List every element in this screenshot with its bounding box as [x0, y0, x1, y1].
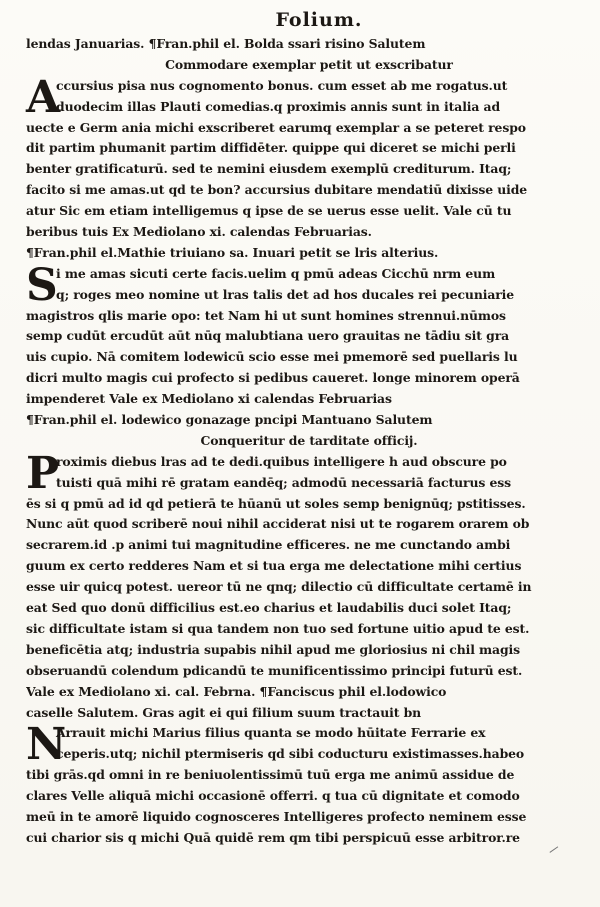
text-line: impenderet Vale ex Mediolano xi calendas Februarias — [26, 391, 392, 407]
heading-line: ¶Fran.phil el.Mathie triuiano sa. Inuari petit se lris alterius. — [26, 244, 439, 260]
heading-line: lendas Januarias. ¶Fran.phil el. Bolda ssari risino Salutem — [26, 36, 426, 51]
text-line: facito si me amas.ut qd te bon? accursius dubitare mendatiū dixisse uide — [26, 182, 528, 198]
text-line: uecte e Germ ania michi exscriberet earumq exemplar a se peteret respo — [26, 119, 526, 135]
text-line: cui charior sis q michi Quā quidē rem qm tibi perspicuū esse arbitror.re — [26, 829, 520, 845]
text-line: duodecim illas Plauti comedias.q proximis annis sunt in italia ad — [56, 98, 501, 114]
text-line: beneficētia atq; industria supabis nihil apud me gloriosius ni chil magis — [26, 641, 521, 657]
letter-block — [26, 243, 592, 410]
heading-line: ¶Fran.phil el. lodewico gonazage pncipi Mantuano Salutem — [26, 412, 433, 428]
text-line: i me amas sicuti certe facis.uelim q pmū adeas Cicchū nrm eum — [56, 265, 496, 281]
text-line: q; roges meo nomine ut lras talis det ad hos ducales rei pecuniarie — [56, 286, 515, 302]
letters — [26, 34, 592, 849]
text-line: esse uir quicq potest. uereor tū ne qnq; dilectio cū difficultate certamē in — [26, 579, 532, 595]
text-line: tibi grās.qd omni in re beniuolentissimū tuū erga me animū assidue de — [26, 767, 515, 783]
letter-block — [26, 410, 592, 723]
letter-body — [26, 719, 592, 848]
text-line: secrarem.id .p animi tui magnitudine efficeres. ne me cunctando ambi — [26, 537, 511, 553]
text-line: beribus tuis Ex Mediolano xi. calendas Februarias. — [26, 224, 372, 240]
letter-block — [26, 34, 592, 243]
text-line: tuisti quā mihi rē gratam eandēq; admodū necessariā facturus ess — [56, 474, 511, 490]
text-line: Arrauit michi Marius filius quanta se modo hūitate Ferrarie ex — [56, 725, 486, 741]
text-line: atur Sic em etiam intelligemus q ipse de se uerus esse uelit. Vale cū tu — [26, 203, 512, 219]
drop-capital: A — [26, 71, 61, 123]
text-line: benter gratificaturū. sed te nemini eiusdem exemplū crediturum. Itaq; — [26, 161, 512, 177]
heading-line: Conqueritur de tarditate officij. — [200, 432, 418, 448]
text-line: eat Sed quo donū difficilius est.eo charius et laudabilis duci solet Itaq; — [26, 600, 512, 616]
text-line: uis cupio. Nā comitem lodewicū scio esse mei pmemorē sed puellaris lu — [26, 349, 518, 365]
letter-body — [26, 71, 592, 243]
text-line: sic difficultate istam si qua tandem non tuo sed fortune uitio apud te est. — [26, 620, 530, 636]
drop-capital: P — [26, 447, 60, 499]
text-line: ēs si q pmū ad id qd petierā te hūanū ut soles semp benignūq; pstitisses. — [26, 495, 526, 511]
text-line: guum ex certo redderes Nam et si tua erga me delectatione mihi certius — [26, 558, 522, 574]
text-line: caselle Salutem. Gras agit ei qui filium suum tractauit bn — [26, 704, 422, 720]
text-line: ccursius pisa nus cognomento bonus. cum esset ab me rogatus.ut — [56, 77, 508, 93]
page-title: Folium. — [275, 9, 363, 31]
text-line: Vale ex Mediolano xi. cal. Febrna. ¶Fanciscus phil el.lodowico — [26, 683, 447, 699]
text-line: ceperis.utq; nichil ptermiseris qd sibi coducturu existimasses.habeo — [56, 746, 525, 762]
text-line: dicri multo magis cui profecto si pedibus caueret. longe minorem operā — [26, 370, 520, 386]
text-line: magistros qlis marie opo: tet Nam hi ut sunt homines strennui.nūmos — [26, 307, 506, 323]
text-line: roximis diebus lras ad te dedi.quibus intelligere h aud obscure po — [56, 453, 507, 469]
drop-capital: S — [26, 259, 58, 311]
text-column — [26, 6, 592, 849]
text-line: dit partim phumanit partim diffidēter. quippe qui diceret se michi perli — [26, 140, 516, 156]
text-line: clares Velle aliquā michi occasionē offerri. q tua cū dignitate et comodo — [26, 788, 520, 804]
text-line: meū in te amorē liquido cognosceres Intelligeres profecto neminem esse — [26, 808, 527, 824]
text-line: obseruandū colendum pdicandū te munificentissimo principi futurū est. — [26, 662, 523, 678]
letter-body — [26, 259, 592, 410]
text-line: Nunc aūt quod scriberē noui nihil acciderat nisi ut te rogarem orarem ob — [26, 516, 530, 532]
drop-capital: N — [26, 719, 67, 771]
text-line: semp cudūt ercudūt aūt nūq malubtiana uero grauitas ne tādiu sit gra — [26, 328, 510, 344]
letter-body — [26, 447, 592, 724]
heading-line: Commodare exemplar petit ut exscribatur — [165, 56, 453, 72]
letter-block — [26, 719, 592, 848]
